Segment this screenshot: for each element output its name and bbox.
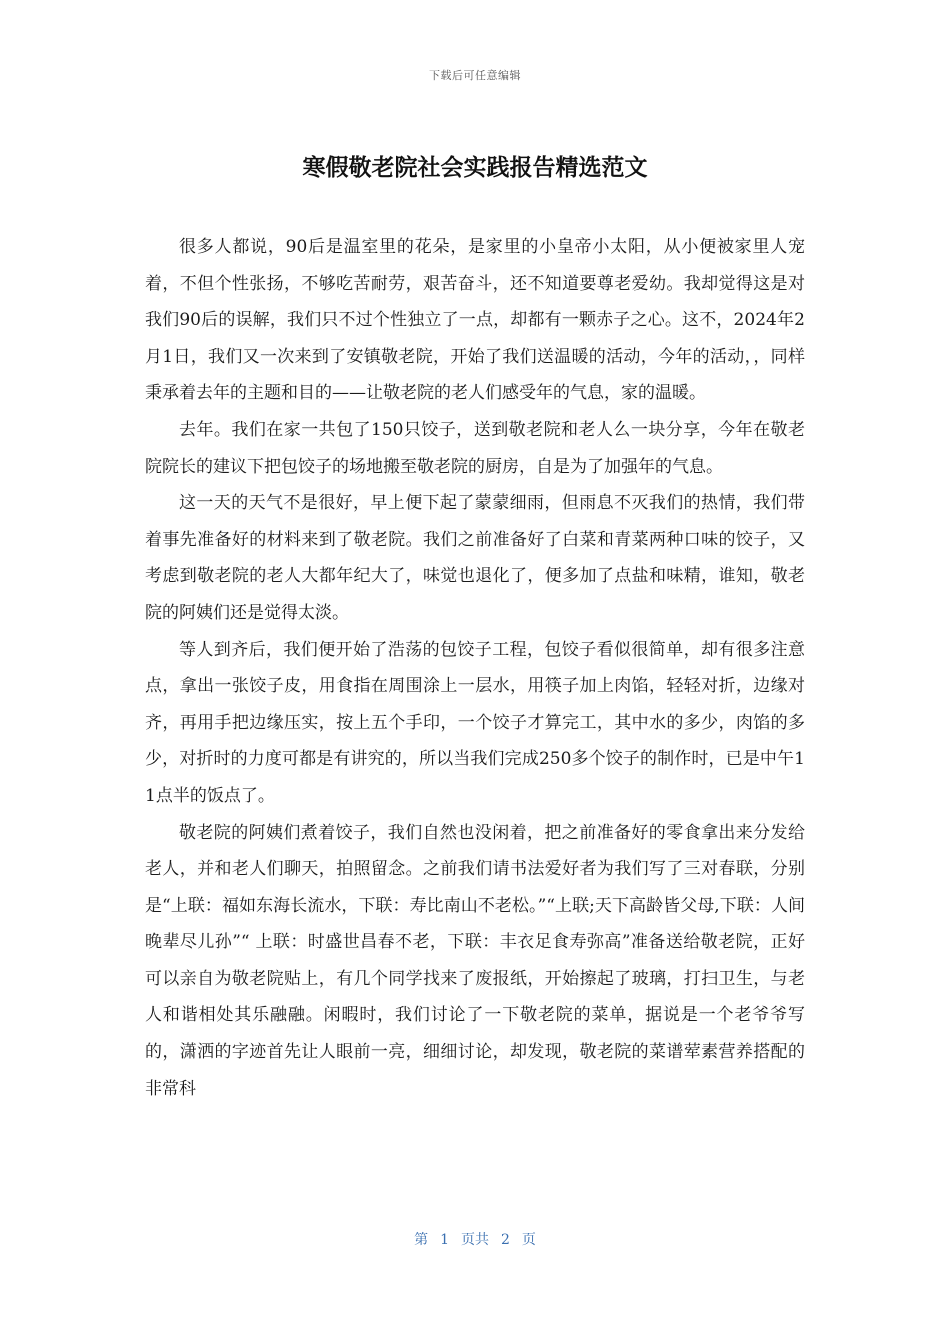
document-title: 寒假敬老院社会实践报告精选范文 bbox=[302, 155, 648, 181]
footer-current-page: 1 bbox=[440, 1232, 449, 1248]
paragraph-4: 等人到齐后，我们便开始了浩荡的包饺子工程，包饺子看似很简单，却有很多注意点，拿出一张饺子皮，用食指在周围涂上一层水，用筷子加上肉馅，轻轻对折，边缘对齐，再用手把边缘压实，按上五个手印，一个饺子才算完工，其中水的多少，肉馅的多少，对折时的力度可都是有讲究的，所以当我们完成250多个饺子的制作时，已是中午11点半的饭点了。 bbox=[145, 639, 805, 806]
footer-middle: 页共 bbox=[461, 1232, 489, 1248]
document-body bbox=[145, 229, 805, 1107]
footer-suffix: 页 bbox=[521, 1232, 536, 1248]
page-footer bbox=[0, 1229, 950, 1249]
paragraph-1: 很多人都说，90后是温室里的花朵，是家里的小皇帝小太阳，从小便被家里人宠着，不但个性张扬，不够吃苦耐劳，艰苦奋斗，还不知道要尊老爱幼。我却觉得这是对我们90后的误解，我们只不过个性独立了一点，却都有一颗赤子之心。这不，2024年2月1日，我们又一次来到了安镇敬老院，开始了我们送温暖的活动，今年的活动，，同样秉承着去年的主题和目的——让敬老院的老人们感受年的气息，家的温暖。 bbox=[145, 237, 805, 404]
paragraph-5: 敬老院的阿姨们煮着饺子，我们自然也没闲着，把之前准备好的零食拿出来分发给老人，并和老人们聊天，拍照留念。之前我们请书法爱好者为我们写了三对春联，分别是“上联：福如东海长流水，下联：寿比南山不老松。”“上联;天下高龄皆父母,下联：人间晚辈尽儿孙”“ 上联：时盛世昌春不老，下联：丰衣足食寿弥高”准备送给敬老院，正好可以亲自为敬老院贴上，有几个同学找来了废报纸，开始擦起了玻璃，打扫卫生，与老人和谐相处其乐融融。闲暇时，我们讨论了一下敬老院的菜单，据说是一个老爷爷写的，潇洒的字迹首先让人眼前一亮，细细讨论，却发现，敬老院的菜谱荤素营养搭配的非常科 bbox=[145, 822, 805, 1099]
header-note: 下载后可任意编辑 bbox=[429, 69, 521, 82]
paragraph-2: 去年。我们在家一共包了150只饺子，送到敬老院和老人么一块分享，今年在敬老院院长的建议下把包饺子的场地搬至敬老院的厨房，自是为了加强年的气息。 bbox=[145, 419, 805, 477]
paragraph-3: 这一天的天气不是很好，早上便下起了蒙蒙细雨，但雨息不灭我们的热情，我们带着事先准备好的材料来到了敬老院。我们之前准备好了白菜和青菜两种口味的饺子，又考虑到敬老院的老人大都年纪大了，味觉也退化了，便多加了点盐和味精，谁知，敬老院的阿姨们还是觉得太淡。 bbox=[145, 493, 805, 623]
footer-total-pages: 2 bbox=[501, 1232, 510, 1248]
footer-prefix: 第 bbox=[414, 1232, 429, 1248]
